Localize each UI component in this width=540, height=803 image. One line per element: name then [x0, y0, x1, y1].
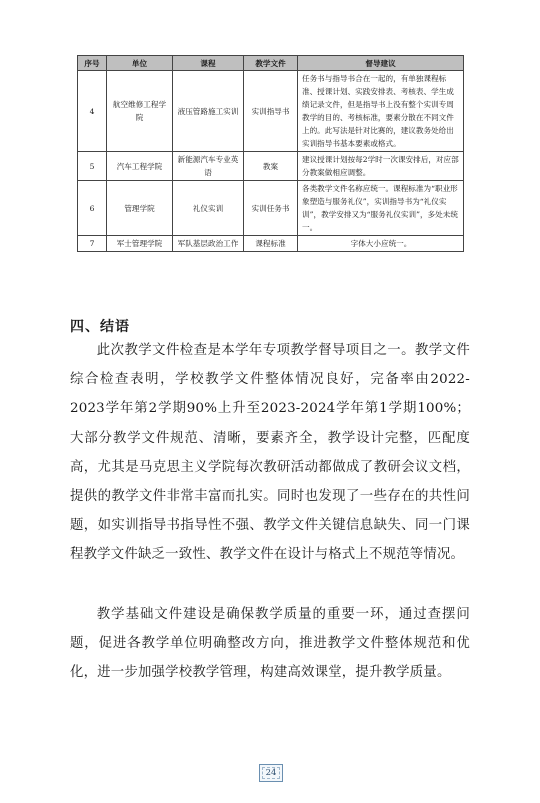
- cell-advice: 各类教学文件名称应统一。课程标准为“职业形象塑造与服务礼仪”，实训指导书为“礼仪实训”，教学安排又为“服务礼仪实训”，多处未统一。: [298, 181, 464, 236]
- header-course: 课程: [173, 56, 244, 71]
- table-row: [78, 236, 464, 252]
- cell-no: 6: [78, 181, 107, 236]
- conclusion-paragraph-2: 教学基础文件建设是确保教学质量的重要一环，通过查摆问题，促进各教学单位明确整改方向，推进教学文件整体规范和优化，进一步加强学校教学管理，构建高效课堂，提升教学质量。: [70, 607, 470, 681]
- table-row: [78, 181, 464, 236]
- header-file: 教学文件: [244, 56, 298, 71]
- header-advice: 督导建议: [298, 56, 464, 71]
- cell-file: 课程标准: [244, 236, 298, 252]
- conclusion-paragraph-1: 此次教学文件检查是本学年专项教学督导项目之一。教学文件综合检查表明，学校教学文件整体情况良好，完备率由2022-2023学年第2学期90%上升至2023-2024学年第1学期100%；大部分教学文件规范、清晰，要素齐全，教学设计完整，匹配度高，尤其是马克思主义学院每次教研活动都做成了教研会议文档，提供的教学文件非常丰富而扎实。同时也发现了一些存在的共性问题，如实训指导书指导性不强、教学文件关键信息缺失、同一门课程教学文件缺乏一致性、教学文件在设计与格式上不规范等情况。: [70, 343, 470, 563]
- cell-advice: 建议授课计划按每2学时一次课安排后，对应部分教案做相应调整。: [298, 152, 464, 181]
- cell-unit: 航空维修工程学院: [107, 71, 173, 152]
- cell-file: 教案: [244, 152, 298, 181]
- cell-no: 4: [78, 71, 107, 152]
- cell-no: 5: [78, 152, 107, 181]
- cell-unit: 汽车工程学院: [107, 152, 173, 181]
- cell-advice: 字体大小应统一。: [298, 236, 464, 252]
- table-row: [78, 71, 464, 152]
- cell-file: 实训任务书: [244, 181, 298, 236]
- cell-course: 液压管路施工实训: [173, 71, 244, 152]
- inspection-table: [77, 55, 464, 252]
- cell-advice: 任务书与指导书合在一起的，有单独课程标准、授课计划、实践安排表、考核表、学生成绩记录文件，但是指导书上没有整个实训专周教学的目的、考核标准，要素分散在不同文件上的。此写法是针对比赛的，建议教务处给出实训指导书基本要素或格式。: [298, 71, 464, 152]
- table-header-row: [78, 56, 464, 71]
- header-no: 序号: [78, 56, 107, 71]
- cell-unit: 管理学院: [107, 181, 173, 236]
- header-unit: 单位: [107, 56, 173, 71]
- cell-unit: 军士管理学院: [107, 236, 173, 252]
- table-row: [78, 152, 464, 181]
- cell-no: 7: [78, 236, 107, 252]
- cell-course: 礼仪实训: [173, 181, 244, 236]
- cell-file: 实训指导书: [244, 71, 298, 152]
- cell-course: 军队基层政治工作: [173, 236, 244, 252]
- page-number: 24: [259, 764, 283, 782]
- cell-course: 新能源汽车专业英语: [173, 152, 244, 181]
- section-heading: 四、结语: [70, 319, 130, 335]
